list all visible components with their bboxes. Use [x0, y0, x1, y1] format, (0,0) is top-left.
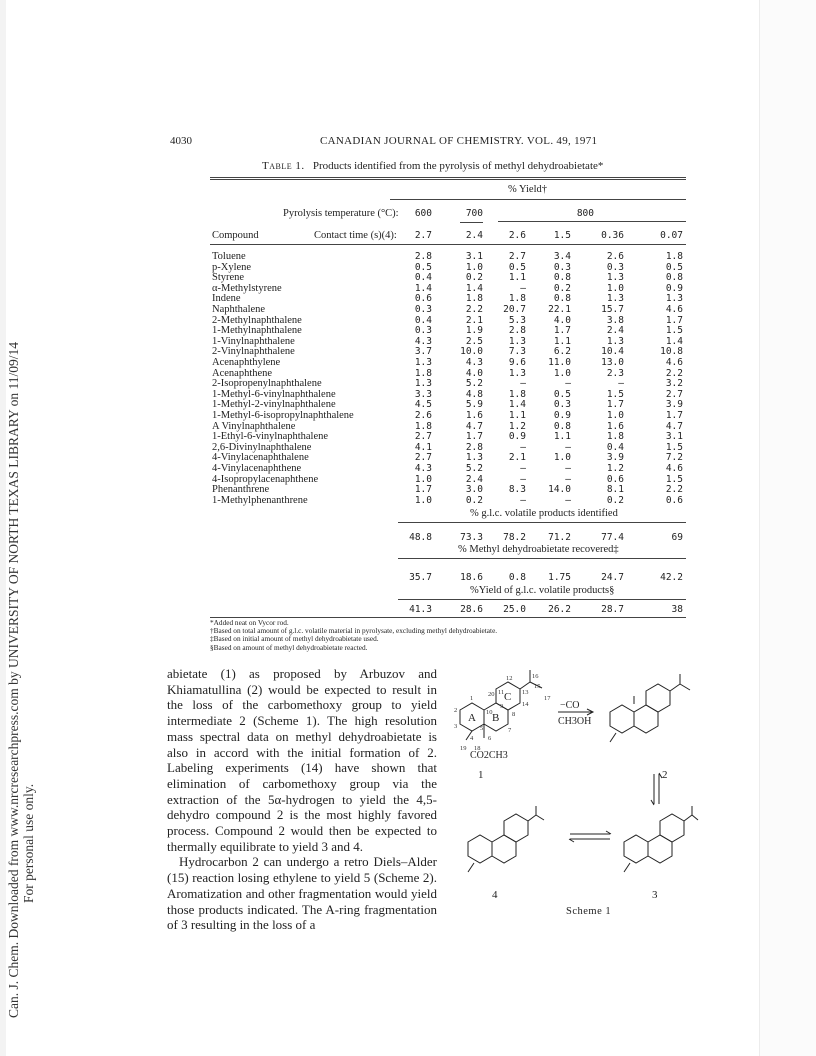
atom-number: 9 — [500, 703, 504, 710]
yield-cell: 1.5 — [606, 388, 624, 400]
contact-time: 2.6 — [508, 230, 526, 241]
yield-cell: — — [565, 463, 571, 474]
table-caption — [262, 160, 603, 172]
table-caption-text: Products identified from the pyrolysis of methyl dehydroabietate* — [312, 160, 604, 172]
yield-cell: 1.5 — [665, 441, 683, 453]
yield-cell: 4.3 — [414, 335, 432, 347]
yield-cell: 20.7 — [503, 304, 526, 315]
temp-underline-700 — [460, 222, 483, 223]
yield-cell: 3.9 — [665, 399, 683, 411]
yield-cell: 2.7 — [414, 452, 432, 464]
yield-cell: 1.3 — [465, 452, 483, 464]
yield-cell: 1.7 — [553, 325, 571, 337]
yield-cell: 4.6 — [665, 463, 683, 474]
compound-name: Naphthalene — [212, 304, 266, 315]
atom-number: 5 — [480, 725, 484, 732]
yield-cell: 2.4 — [465, 473, 483, 485]
yield-cell: 10.0 — [460, 346, 483, 358]
yield-cell: 4.3 — [465, 357, 483, 368]
yield-cell: 0.8 — [553, 272, 571, 284]
yield-cell: 0.3 — [414, 325, 432, 337]
yield-cell: 1.4 — [465, 282, 483, 294]
yield-cell: 13.0 — [601, 357, 624, 368]
yield-cell: 5.2 — [465, 378, 483, 390]
yield-cell: 1.0 — [606, 410, 624, 421]
footnote: §Based on amount of methyl dehydroabietate reacted. — [210, 642, 368, 652]
yield-cell: 1.7 — [606, 399, 624, 411]
compound-name: 4-Isopropylacenaphthene — [212, 473, 319, 485]
yield-cell: 1.5 — [665, 325, 683, 337]
summary-value: 1.75 — [548, 572, 571, 583]
ring-label-c: C — [504, 691, 512, 703]
yield-cell: 1.8 — [465, 293, 483, 305]
yield-cell: 2.5 — [465, 335, 483, 347]
yield-cell: — — [520, 463, 526, 474]
compound-name: 2,6-Divinylnaphthalene — [212, 441, 312, 453]
yield-cell: 4.1 — [414, 441, 432, 453]
compound-name: 1-Ethyl-6-vinylnaphthalene — [212, 431, 329, 443]
summary-value: 24.7 — [601, 572, 624, 583]
compound-name: 1-Methyl-2-vinylnaphthalene — [212, 399, 336, 411]
footnote: *Added neat on Vycor rod. — [210, 618, 289, 627]
ring-label-b: B — [492, 712, 500, 724]
compound-header: Compound — [212, 230, 259, 241]
yield-cell: 10.4 — [601, 346, 624, 358]
scheme-1 — [440, 666, 700, 931]
yield-cell: 1.3 — [606, 335, 624, 347]
yield-cell: 1.3 — [508, 367, 526, 379]
yield-cell: 4.6 — [665, 304, 683, 315]
yield-cell: 5.3 — [508, 314, 526, 326]
yield-cell: 3.2 — [665, 378, 683, 390]
contact-time-label: Contact time (s)(4): — [314, 230, 397, 241]
yield-cell: 2.1 — [508, 452, 526, 464]
yield-cell: 2.8 — [508, 325, 526, 337]
yield-cell: 1.0 — [465, 261, 483, 273]
summary-value: 41.3 — [409, 604, 432, 615]
yield-cell: 2.1 — [465, 314, 483, 326]
temperature-800: 800 — [576, 208, 594, 219]
yield-cell: 1.3 — [606, 293, 624, 305]
summary-value: 71.2 — [548, 532, 571, 543]
yield-cell: 1.3 — [414, 378, 432, 390]
yield-cell: 22.1 — [548, 304, 571, 315]
summary-value: 26.2 — [548, 604, 571, 615]
yield-cell: 0.9 — [553, 410, 571, 421]
ring-label-a: A — [468, 712, 476, 724]
compound-4-label: 4 — [492, 889, 498, 901]
scheme-drawing — [440, 666, 700, 931]
paragraph: abietate (1) as proposed by Arbuzov and Khiamatullina (2) would be expected to result in the loss of the carbomethoxy group to yield intermediate 2 (Scheme 1). The high resolution mass spectral data on methyl dehydroabietate is also in accord with the initial formation of 2. Labeling experiments (14) have shown that elimination of carbomethoxy group via the extraction of the 5α-hydrogen to yield the 4,5-dehydro compound 2 is the most highly favored process. Compound 2 would then be expected to thermally equilibrate to yield 3 and 4. — [167, 666, 437, 854]
yield-cell: 1.8 — [414, 367, 432, 379]
compound-name: Toluene — [212, 251, 246, 262]
atom-number: 7 — [508, 727, 512, 734]
yield-cell: 0.2 — [465, 272, 483, 284]
yield-cell: 0.6 — [665, 494, 683, 506]
body-text — [167, 666, 437, 933]
yield-cell: 0.2 — [553, 282, 571, 294]
yield-cell: 1.7 — [665, 314, 683, 326]
atom-number: 6 — [488, 735, 492, 742]
yield-cell: 1.6 — [606, 420, 624, 432]
atom-number: 12 — [506, 675, 513, 682]
yield-cell: 3.7 — [414, 346, 432, 358]
yield-cell: — — [565, 473, 571, 485]
contact-time: 0.36 — [601, 230, 624, 241]
yield-cell: 8.3 — [508, 484, 526, 496]
summary-value: 35.7 — [409, 572, 432, 583]
yield-cell: 1.4 — [414, 282, 432, 294]
yield-cell: 3.9 — [606, 452, 624, 464]
compound-1-label: 1 — [478, 769, 484, 781]
yield-cell: 2.7 — [665, 388, 683, 400]
yield-cell: 0.4 — [414, 272, 432, 284]
atom-number: 19 — [460, 745, 467, 752]
yield-cell: 0.2 — [465, 494, 483, 506]
yield-cell: 1.8 — [508, 293, 526, 305]
yield-cell: 4.0 — [465, 367, 483, 379]
ring-2a — [610, 705, 634, 733]
footnote: ‡Based on initial amount of methyl dehydroabietate used. — [210, 634, 379, 644]
yield-cell: 15.7 — [601, 304, 624, 315]
summary-value: 28.6 — [460, 604, 483, 615]
download-watermark — [6, 342, 36, 1018]
compound-2-label: 2 — [662, 769, 668, 781]
compound-name: 2-Vinylnaphthalene — [212, 346, 295, 358]
contact-time: 2.7 — [414, 230, 432, 241]
atom-number: 1 — [470, 695, 474, 702]
atom-number: 18 — [474, 745, 481, 752]
yield-cell: 1.1 — [553, 431, 571, 443]
yield-cell: 3.1 — [665, 431, 683, 443]
yield-cell: 0.3 — [553, 399, 571, 411]
yield-cell: 0.3 — [414, 304, 432, 315]
yield-cell: 4.6 — [665, 357, 683, 368]
yield-cell: 1.0 — [553, 452, 571, 464]
table-label: Table 1. — [262, 160, 305, 172]
summary-value: 18.6 — [460, 572, 483, 583]
scheme-caption: Scheme 1 — [566, 906, 612, 917]
yield-cell: 1.1 — [553, 335, 571, 347]
yield-rule — [390, 199, 686, 200]
yield-cell: 0.6 — [606, 473, 624, 485]
compound-name: Acenaphthylene — [212, 357, 281, 368]
temp-underline-800 — [498, 221, 686, 222]
yield-cell: 2.8 — [414, 251, 432, 262]
yield-cell: 1.8 — [606, 431, 624, 443]
compound-name: 2-Methylnaphthalene — [212, 314, 302, 326]
yield-cell: 1.5 — [665, 473, 683, 485]
atom-number: 11 — [498, 689, 505, 696]
yield-cell: 0.8 — [665, 272, 683, 284]
yield-cell: 1.1 — [508, 410, 526, 421]
yield-cell: 0.5 — [553, 388, 571, 400]
yield-cell: — — [520, 378, 526, 390]
yield-cell: 1.4 — [508, 399, 526, 411]
yield-cell: 0.4 — [414, 314, 432, 326]
compound-name: 1-Methylnaphthalene — [212, 325, 302, 337]
yield-cell: 9.6 — [508, 357, 526, 368]
compound-name: 1-Vinylnaphthalene — [212, 335, 295, 347]
yield-cell: 0.6 — [414, 293, 432, 305]
temperature-700: 700 — [465, 208, 483, 219]
atom-number: 17 — [544, 695, 551, 702]
summary-value: 69 — [671, 532, 683, 543]
compound-name: p-Xylene — [212, 261, 252, 273]
yield-cell: 1.2 — [508, 420, 526, 432]
yield-cell: 1.0 — [606, 282, 624, 294]
yield-cell: 4.5 — [414, 399, 432, 411]
yield-cell: 2.2 — [665, 367, 683, 379]
yield-cell: 1.2 — [606, 463, 624, 474]
yield-cell: 8.1 — [606, 484, 624, 496]
atom-number: 4 — [470, 735, 474, 742]
yield-cell: 7.3 — [508, 346, 526, 358]
yield-cell: 2.2 — [465, 304, 483, 315]
temperature-label: Pyrolysis temperature (°C): — [283, 208, 399, 219]
summary-label: %Yield of g.l.c. volatile products§ — [470, 585, 615, 596]
compound-name: Phenanthrene — [212, 484, 270, 496]
yield-cell: 2.7 — [508, 251, 526, 262]
table-top-rule-2 — [210, 179, 686, 180]
reagent-ch3oh: CH3OH — [558, 716, 592, 727]
temperature-600: 600 — [414, 208, 432, 219]
yield-cell: 1.7 — [665, 410, 683, 421]
table-footnotes — [210, 619, 497, 652]
compound-name: 4-Vinylacenaphthalene — [212, 452, 309, 464]
summary-value: 0.8 — [508, 572, 526, 583]
yield-cell: 0.9 — [508, 431, 526, 443]
yield-cell: 1.0 — [414, 494, 432, 506]
yield-cell: 3.0 — [465, 484, 483, 496]
yield-cell: 5.2 — [465, 463, 483, 474]
atom-number: 20 — [488, 691, 495, 698]
yield-cell: 1.0 — [553, 367, 571, 379]
yield-cell: 0.5 — [508, 261, 526, 273]
summary-rule — [398, 522, 686, 523]
yield-cell: 0.5 — [665, 261, 683, 273]
compound-name: α-Methylstyrene — [212, 282, 282, 294]
yield-cell: 2.8 — [465, 441, 483, 453]
yield-cell: 5.9 — [465, 399, 483, 411]
yield-cell: 4.7 — [665, 420, 683, 432]
yield-cell: 0.3 — [606, 261, 624, 273]
yield-cell: — — [520, 441, 526, 453]
page-number: 4030 — [170, 135, 192, 147]
yield-cell: 4.7 — [465, 420, 483, 432]
yield-cell: 6.2 — [553, 346, 571, 358]
yield-cell: 2.3 — [606, 367, 624, 379]
yield-cell: 10.8 — [660, 346, 683, 358]
compound-name: Indene — [212, 293, 241, 305]
yield-cell: 0.8 — [553, 293, 571, 305]
yield-cell: 1.7 — [414, 484, 432, 496]
summary-value: 42.2 — [660, 572, 683, 583]
compound-name: 1-Methyl-6-isopropylnaphthalene — [212, 410, 354, 421]
atom-number: 10 — [486, 709, 493, 716]
summary-label: % g.l.c. volatile products identified — [470, 508, 618, 519]
yield-cell: 1.3 — [508, 335, 526, 347]
contact-time: 0.07 — [660, 230, 683, 241]
yield-cell: 7.2 — [665, 452, 683, 464]
yield-cell: 2.7 — [414, 431, 432, 443]
compound-name: 1-Methylphenanthrene — [212, 494, 308, 506]
yield-cell: 1.7 — [465, 431, 483, 443]
summary-rule — [398, 558, 686, 559]
yield-cell: — — [565, 378, 571, 390]
yield-cell: 2.6 — [414, 410, 432, 421]
yield-cell: 1.8 — [665, 251, 683, 262]
yield-cell: 3.8 — [606, 314, 624, 326]
summary-value: 48.8 — [409, 532, 432, 543]
yield-cell: — — [520, 494, 526, 506]
yield-cell: 1.1 — [508, 272, 526, 284]
yield-cell: 0.5 — [414, 261, 432, 273]
summary-rule — [398, 599, 686, 600]
yield-header: % Yield† — [508, 184, 547, 195]
yield-cell: 1.3 — [606, 272, 624, 284]
atom-number: 15 — [534, 683, 541, 690]
yield-cell: 2.2 — [665, 484, 683, 496]
yield-cell: 0.4 — [606, 441, 624, 453]
compound-3-label: 3 — [652, 889, 658, 901]
atom-number: 2 — [454, 707, 458, 714]
summary-value: 25.0 — [503, 604, 526, 615]
yield-cell: — — [618, 378, 624, 390]
summary-label: % Methyl dehydroabietate recovered‡ — [458, 544, 619, 555]
summary-value: 77.4 — [601, 532, 624, 543]
yield-cell: 1.6 — [465, 410, 483, 421]
journal-name: CANADIAN JOURNAL OF CHEMISTRY. VOL. 49, 1971 — [320, 135, 598, 147]
yield-cell: 4.0 — [553, 314, 571, 326]
yield-cell: 0.9 — [665, 282, 683, 294]
page-edge-right — [759, 0, 816, 1056]
yield-cell: 1.8 — [414, 420, 432, 432]
yield-cell: 1.9 — [465, 325, 483, 337]
yield-cell: 11.0 — [548, 357, 571, 368]
yield-cell: 0.2 — [606, 494, 624, 506]
yield-cell: 4.3 — [414, 463, 432, 474]
yield-cell: — — [520, 282, 526, 294]
yield-cell: — — [565, 494, 571, 506]
compound-name: A Vinylnaphthalene — [212, 420, 296, 432]
yield-cell: 1.8 — [508, 388, 526, 400]
header-rule — [210, 244, 686, 245]
yield-cell: 3.3 — [414, 388, 432, 400]
compound-name: Acenaphthene — [212, 367, 273, 379]
summary-value: 78.2 — [503, 532, 526, 543]
yield-cell: 2.6 — [606, 251, 624, 262]
paragraph: Hydrocarbon 2 can undergo a retro Diels–Alder (15) reaction losing ethylene to yield 5 (Scheme 2). Aromatization and other fragmentation would yield those products indicated. The A-ring fragmentation of 3 resulting in the loss of a — [167, 854, 437, 933]
compound-name: Styrene — [212, 272, 245, 284]
atom-number: 16 — [532, 673, 539, 680]
footnote: †Based on total amount of g.l.c. volatile material in pyrolysate, excluding methyl dehydroabietate. — [210, 626, 498, 636]
yield-cell: 3.1 — [465, 251, 483, 262]
yield-cell: 3.4 — [553, 251, 571, 262]
summary-value: 73.3 — [460, 532, 483, 543]
yield-cell: 0.3 — [553, 261, 571, 273]
contact-time: 2.4 — [465, 230, 483, 241]
compound-name: 4-Vinylacenaphthene — [212, 463, 302, 474]
atom-number: 3 — [454, 723, 458, 730]
watermark-line-1: Can. J. Chem. Downloaded from www.nrcresearchpress.com by UNIVERSITY OF NORTH TEXAS LIBRARY on 11/09/14 — [6, 342, 21, 1018]
yield-cell: 2.4 — [606, 325, 624, 337]
yield-cell: 1.0 — [414, 473, 432, 485]
yield-cell: 14.0 — [548, 484, 571, 496]
compound-name: 2-Isopropenylnaphthalene — [212, 378, 322, 390]
yield-cell: — — [520, 473, 526, 485]
yield-cell: 0.8 — [553, 420, 571, 432]
yield-cell: — — [565, 441, 571, 453]
atom-number: 14 — [522, 701, 529, 708]
reagent-co: −CO — [560, 700, 580, 711]
summary-value: 28.7 — [601, 604, 624, 615]
yield-cell: 1.4 — [665, 335, 683, 347]
contact-time: 1.5 — [553, 230, 571, 241]
atom-number: 8 — [512, 711, 516, 718]
yield-cell: 1.3 — [414, 357, 432, 368]
table-top-rule — [210, 177, 686, 178]
co2ch3-label: CO2CH3 — [470, 750, 508, 761]
yield-cell: 1.3 — [665, 293, 683, 305]
watermark-line-2: For personal use only. — [21, 783, 36, 903]
compound-name: 1-Methyl-6-vinylnaphthalene — [212, 388, 336, 400]
summary-value: 38 — [671, 604, 683, 615]
yield-cell: 4.8 — [465, 388, 483, 400]
atom-number: 13 — [522, 689, 529, 696]
